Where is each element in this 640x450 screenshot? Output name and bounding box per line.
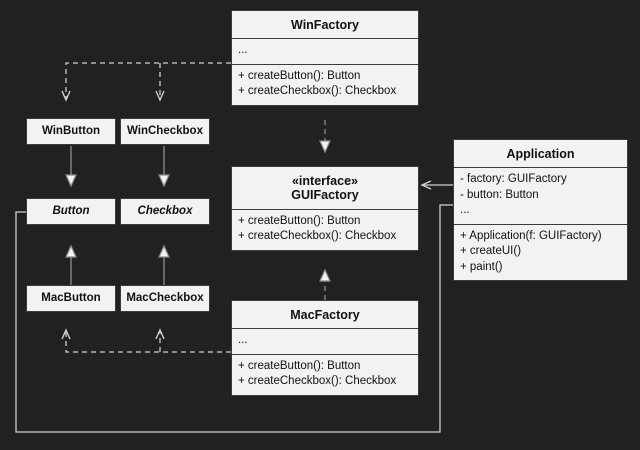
- class-box-macbutton[interactable]: [26, 285, 116, 312]
- class-name-wincheckbox: WinCheckbox: [127, 125, 203, 137]
- class-name-macfactory: MacFactory: [290, 308, 360, 322]
- attribute: ...: [460, 204, 470, 217]
- class-name-winfactory: WinFactory: [291, 18, 359, 32]
- class-box-winbutton[interactable]: [26, 118, 116, 145]
- attributes-application: [454, 168, 627, 224]
- operation: + createButton(): Button: [238, 359, 361, 372]
- class-name-macbutton: MacButton: [41, 292, 101, 304]
- operation: + Application(f: GUIFactory): [460, 229, 602, 242]
- attributes-winfactory: [232, 39, 418, 64]
- class-box-macfactory[interactable]: [231, 300, 419, 396]
- attribute: - button: Button: [460, 188, 539, 201]
- class-box-winfactory[interactable]: [231, 10, 419, 106]
- operations-application: [454, 225, 627, 281]
- attributes-macfactory: [232, 329, 418, 354]
- attribute: ...: [238, 44, 248, 57]
- class-name-winbutton: WinButton: [41, 125, 100, 137]
- operation: + createCheckbox(): Checkbox: [238, 85, 397, 98]
- attribute: ...: [238, 334, 248, 347]
- operation: + createCheckbox(): Checkbox: [238, 230, 397, 243]
- operations-guifactory: [232, 210, 418, 250]
- operation: + createButton(): Button: [238, 69, 361, 82]
- operations-macfactory: [232, 355, 418, 395]
- class-box-application[interactable]: [453, 139, 628, 281]
- class-name-button: Button: [52, 205, 90, 217]
- class-box-checkbox[interactable]: [120, 198, 210, 225]
- class-name-guifactory: [232, 167, 418, 209]
- class-box-button[interactable]: [26, 198, 116, 225]
- class-name-label: GUIFactory: [291, 188, 359, 203]
- attribute: - factory: GUIFactory: [460, 173, 567, 186]
- class-box-guifactory[interactable]: [231, 166, 419, 251]
- operation: + createUI(): [460, 245, 522, 258]
- stereotype-interface: «interface»: [291, 174, 358, 188]
- operations-winfactory: [232, 65, 418, 105]
- operation: + paint(): [460, 260, 503, 273]
- class-name-checkbox: Checkbox: [137, 205, 193, 217]
- class-box-wincheckbox[interactable]: [120, 118, 210, 145]
- class-box-maccheckbox[interactable]: [120, 285, 210, 312]
- operation: + createCheckbox(): Checkbox: [238, 375, 397, 388]
- operation: + createButton(): Button: [238, 214, 361, 227]
- class-name-maccheckbox: MacCheckbox: [126, 292, 204, 304]
- class-name-application: Application: [506, 147, 575, 161]
